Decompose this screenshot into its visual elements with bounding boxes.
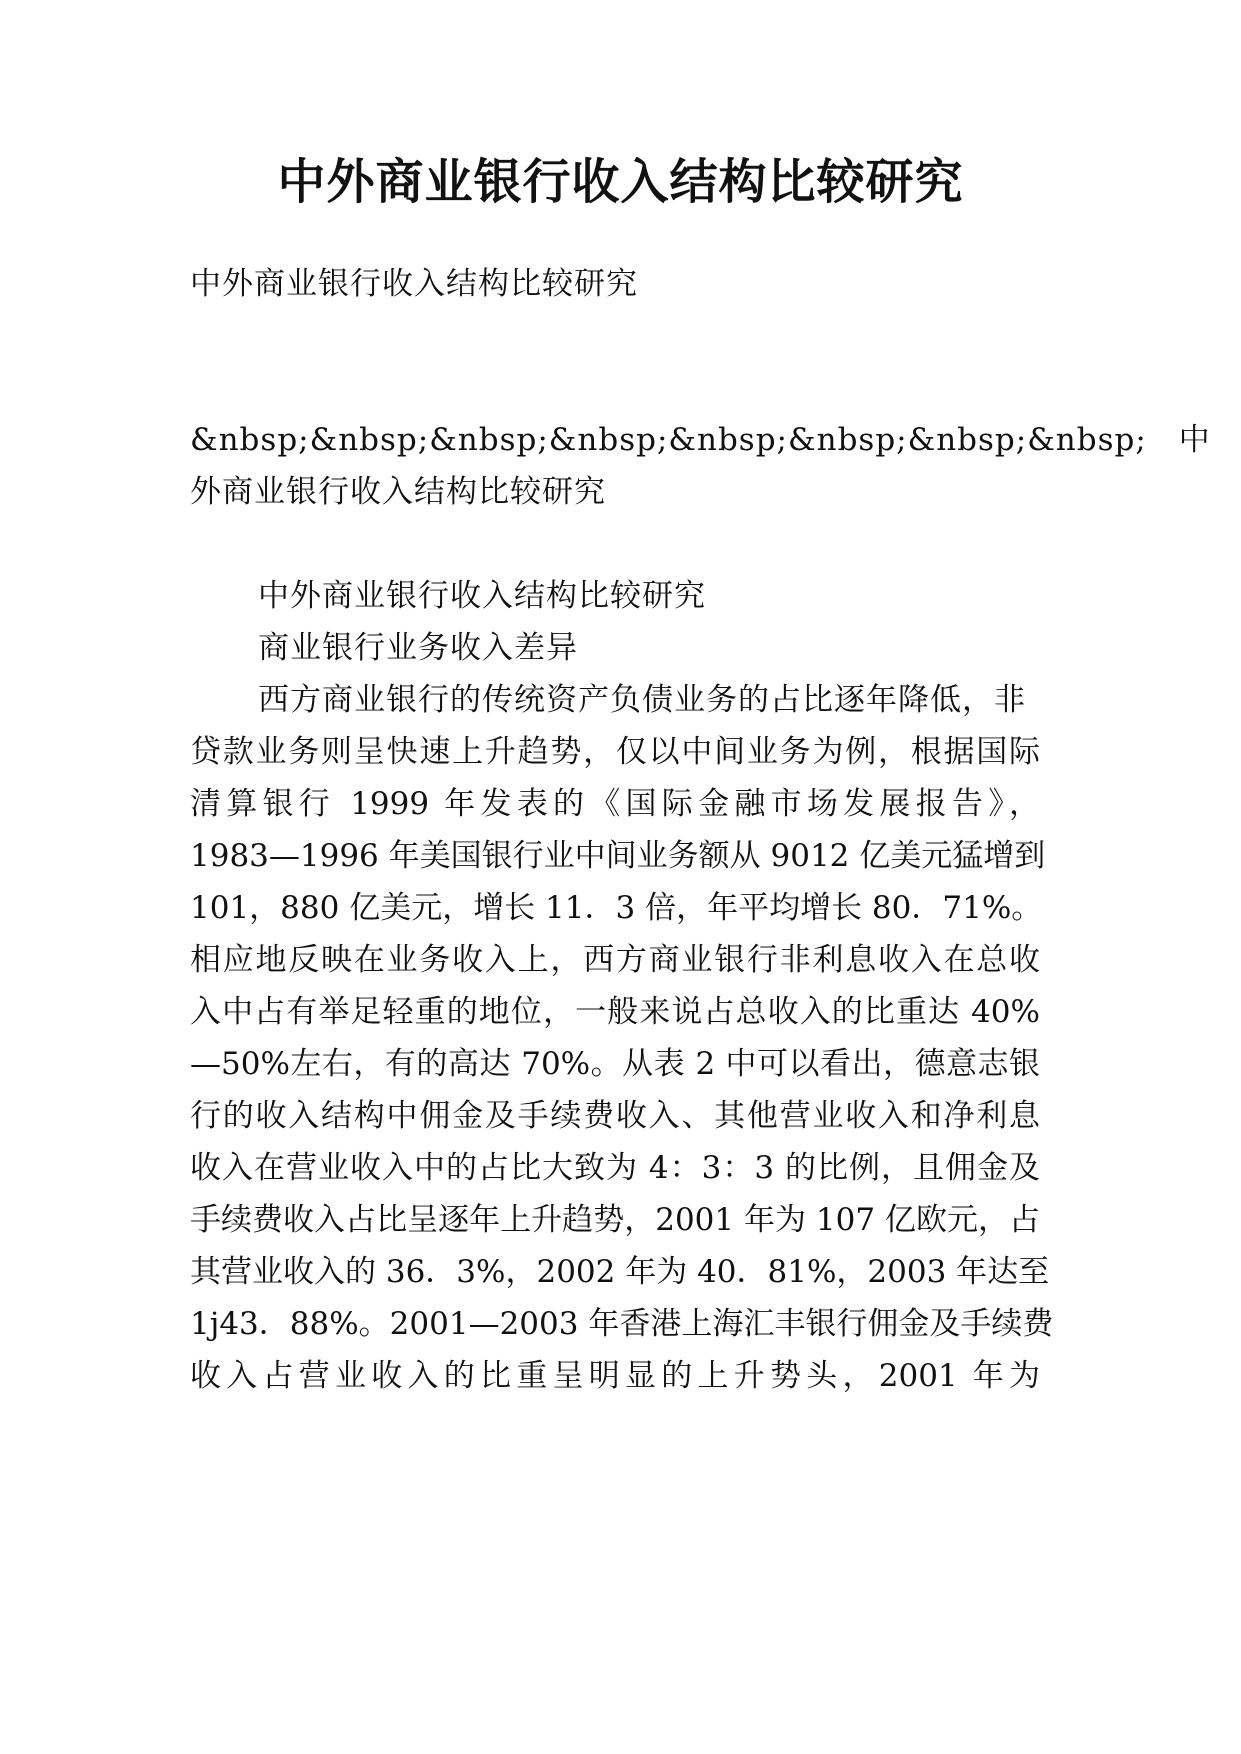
body-line: 101，880 亿美元，增长 11．3 倍，年平均增长 80．71%。 xyxy=(190,890,1043,926)
body-line: 1983—1996 年美国银行业中间业务额从 9012 亿美元猛增到 xyxy=(190,838,1046,874)
body-line: 相应地反映在业务收入上，西方商业银行非利息收入在总收 xyxy=(190,942,1040,978)
body-line: 其营业收入的 36．3%，2002 年为 40．81%，2003 年达至 xyxy=(190,1254,1050,1290)
body-line: 清算银行 1999 年发表的《国际金融市场发展报告》， xyxy=(190,786,1040,822)
body-line: 收入在营业收入中的占比大致为 4：3：3 的比例，且佣金及 xyxy=(190,1150,1040,1186)
body-line: 贷款业务则呈快速上升趋势，仅以中间业务为例，根据国际 xyxy=(190,734,1040,770)
body-line: 行的收入结构中佣金及手续费收入、其他营业收入和净利息 xyxy=(190,1098,1040,1134)
body-line: 1j43．88%。2001—2003 年香港上海汇丰银行佣金及手续费 xyxy=(190,1306,1054,1342)
nbsp-line-continuation: 外商业银行收入结构比较研究 xyxy=(190,474,606,510)
body-line: 收入占营业收入的比重呈明显的上升势头，2001 年为 xyxy=(190,1358,1040,1394)
subtitle: 中外商业银行收入结构比较研究 xyxy=(190,266,638,302)
body-line: —50%左右，有的高达 70%。从表 2 中可以看出，德意志银 xyxy=(190,1046,1040,1082)
section-heading: 商业银行业务收入差异 xyxy=(258,630,578,666)
body-line: 入中占有举足轻重的地位，一般来说占总收入的比重达 40% xyxy=(190,994,1040,1030)
body-line: 中外商业银行收入结构比较研究 xyxy=(258,578,706,614)
document-title: 中外商业银行收入结构比较研究 xyxy=(277,154,964,210)
body-line: 手续费收入占比呈逐年上升趋势，2001 年为 107 亿欧元，占 xyxy=(190,1202,1040,1238)
body-line: 西方商业银行的传统资产负债业务的占比逐年降低，非 xyxy=(258,682,1026,718)
nbsp-line: &nbsp;&nbsp;&nbsp;&nbsp;&nbsp;&nbsp;&nbsp;&nbsp; 中 xyxy=(190,422,1211,458)
